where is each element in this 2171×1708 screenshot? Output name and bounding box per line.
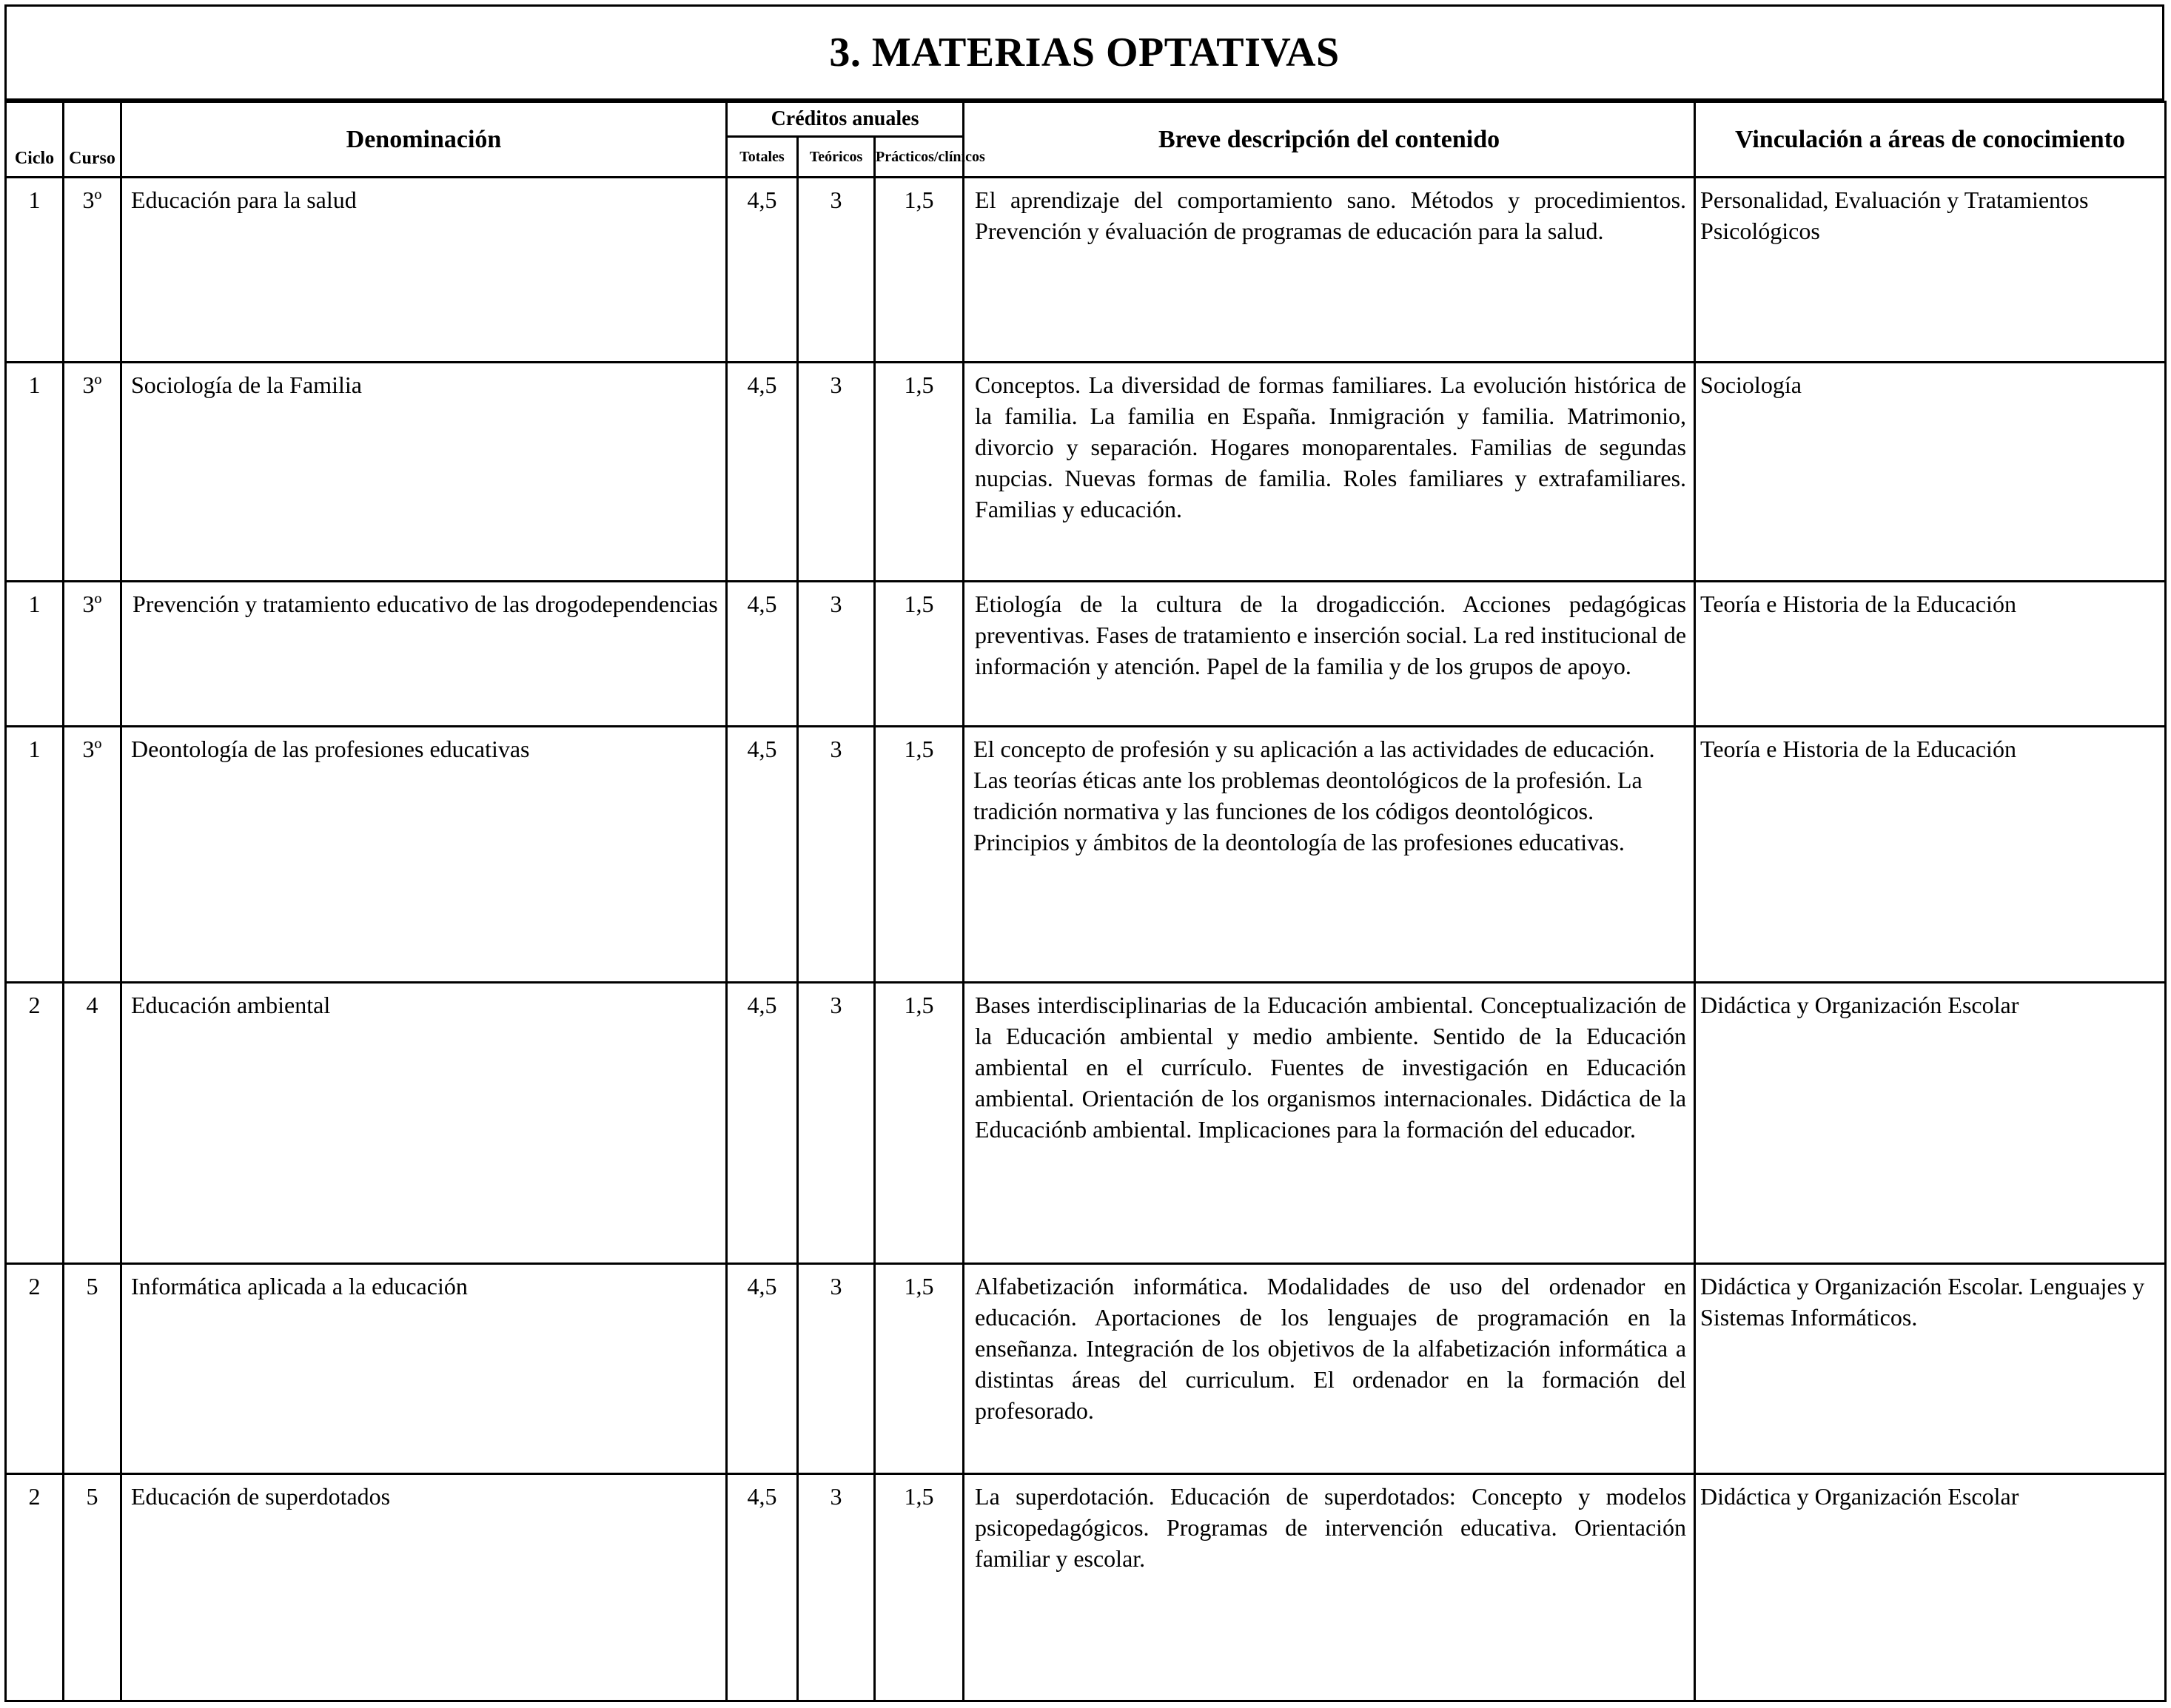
cell-practicos: 1,5 [875,363,964,582]
subjects-table [4,101,2167,1702]
cell-teoricos: 3 [798,1474,875,1701]
cell-totales: 4,5 [727,983,798,1264]
cell-denominacion: Sociología de la Familia [121,363,727,582]
cell-totales: 4,5 [727,363,798,582]
cell-totales: 4,5 [727,582,798,727]
table-row [6,363,2166,582]
header-teoricos: Teóricos [798,137,875,178]
cell-denominacion: Educación para la salud [121,178,727,363]
cell-curso: 5 [64,1474,121,1701]
header-denominacion: Denominación [121,102,727,178]
cell-ciclo: 1 [6,178,64,363]
cell-vinculacion: Sociología [1695,363,2166,582]
cell-teoricos: 3 [798,178,875,363]
cell-vinculacion: Didáctica y Organización Escolar [1695,983,2166,1264]
cell-practicos: 1,5 [875,582,964,727]
cell-descripcion: Conceptos. La diversidad de formas familiares. La evolución histórica de la familia. La familia en España. Inmigración y familia. Matrimonio, divorcio y separación. Hogares monoparentales. Familias de segundas nupcias. Nuevas formas de familia. Roles familiares y extrafamiliares. Familias y educación. [964,363,1695,582]
cell-denominacion: Prevención y tratamiento educativo de las drogodependencias [121,582,727,727]
cell-ciclo: 2 [6,1264,64,1474]
cell-practicos: 1,5 [875,727,964,983]
header-descripcion: Breve descripción del contenido [964,102,1695,178]
cell-denominacion: Educación de superdotados [121,1474,727,1701]
cell-curso: 5 [64,1264,121,1474]
header-vinculacion: Vinculación a áreas de conocimiento [1695,102,2166,178]
header-creditos-anuales: Créditos anuales [727,102,964,137]
cell-denominacion: Informática aplicada a la educación [121,1264,727,1474]
header-curso: Curso [64,102,121,178]
cell-descripcion: Bases interdisciplinarias de la Educación ambiental. Conceptualización de la Educación ambiental y medio ambiente. Sentido de la Educación ambiental en el currículo. Fuentes de investigación en Educación ambiental. Orientación de los organismos internacionales. Didáctica de la Educaciónb ambiental. Implicaciones para la formación del educador. [964,983,1695,1264]
cell-denominacion: Deontología de las profesiones educativas [121,727,727,983]
cell-practicos: 1,5 [875,1264,964,1474]
header-totales: Totales [727,137,798,178]
cell-descripcion: El aprendizaje del comportamiento sano. Métodos y procedimientos. Prevención y évaluación de programas de educación para la salud. [964,178,1695,363]
cell-teoricos: 3 [798,727,875,983]
cell-descripcion: El concepto de profesión y su aplicación a las actividades de educación. Las teorías éticas ante los problemas deontológicos de la profesión. La tradición normativa y las funciones de los códigos deontológicos. Principios y ámbitos de la deontología de las profesiones educativas. [964,727,1695,983]
table-row [6,178,2166,363]
cell-practicos: 1,5 [875,1474,964,1701]
cell-vinculacion: Teoría e Historia de la Educación [1695,582,2166,727]
cell-vinculacion: Didáctica y Organización Escolar [1695,1474,2166,1701]
cell-curso: 3º [64,582,121,727]
cell-vinculacion: Personalidad, Evaluación y Tratamientos Psicológicos [1695,178,2166,363]
cell-teoricos: 3 [798,363,875,582]
cell-totales: 4,5 [727,1474,798,1701]
cell-vinculacion: Teoría e Historia de la Educación [1695,727,2166,983]
cell-ciclo: 1 [6,727,64,983]
document-page [4,4,2166,1702]
cell-descripcion: Etiología de la cultura de la drogadicción. Acciones pedagógicas preventivas. Fases de tratamiento e inserción social. La red institucional de información y atención. Papel de la familia y de los grupos de apoyo. [964,582,1695,727]
cell-ciclo: 1 [6,582,64,727]
cell-ciclo: 1 [6,363,64,582]
cell-totales: 4,5 [727,178,798,363]
cell-curso: 3º [64,363,121,582]
cell-practicos: 1,5 [875,178,964,363]
cell-totales: 4,5 [727,1264,798,1474]
header-practicos: Prácticos/clínicos [875,137,964,178]
cell-descripcion: Alfabetización informática. Modalidades de uso del ordenador en educación. Aportaciones de los lenguajes de programación en la enseñanza. Integración de los objetivos de la alfabetización informática a distintas áreas del curriculum. El ordenador en la formación del profesorado. [964,1264,1695,1474]
cell-teoricos: 3 [798,1264,875,1474]
header-ciclo: Ciclo [6,102,64,178]
cell-ciclo: 2 [6,983,64,1264]
cell-teoricos: 3 [798,983,875,1264]
table-row [6,1474,2166,1701]
cell-descripcion: La superdotación. Educación de superdotados: Concepto y modelos psicopedagógicos. Programas de intervención educativa. Orientación familiar y escolar. [964,1474,1695,1701]
cell-teoricos: 3 [798,582,875,727]
table-row [6,1264,2166,1474]
title-box [4,4,2164,101]
cell-practicos: 1,5 [875,983,964,1264]
cell-curso: 3º [64,178,121,363]
cell-curso: 3º [64,727,121,983]
cell-curso: 4 [64,983,121,1264]
cell-totales: 4,5 [727,727,798,983]
table-row [6,582,2166,727]
page-title: 3. MATERIAS OPTATIVAS [829,30,1340,75]
cell-ciclo: 2 [6,1474,64,1701]
cell-denominacion: Educación ambiental [121,983,727,1264]
table-row [6,983,2166,1264]
cell-vinculacion: Didáctica y Organización Escolar. Lenguajes y Sistemas Informáticos. [1695,1264,2166,1474]
table-row [6,727,2166,983]
